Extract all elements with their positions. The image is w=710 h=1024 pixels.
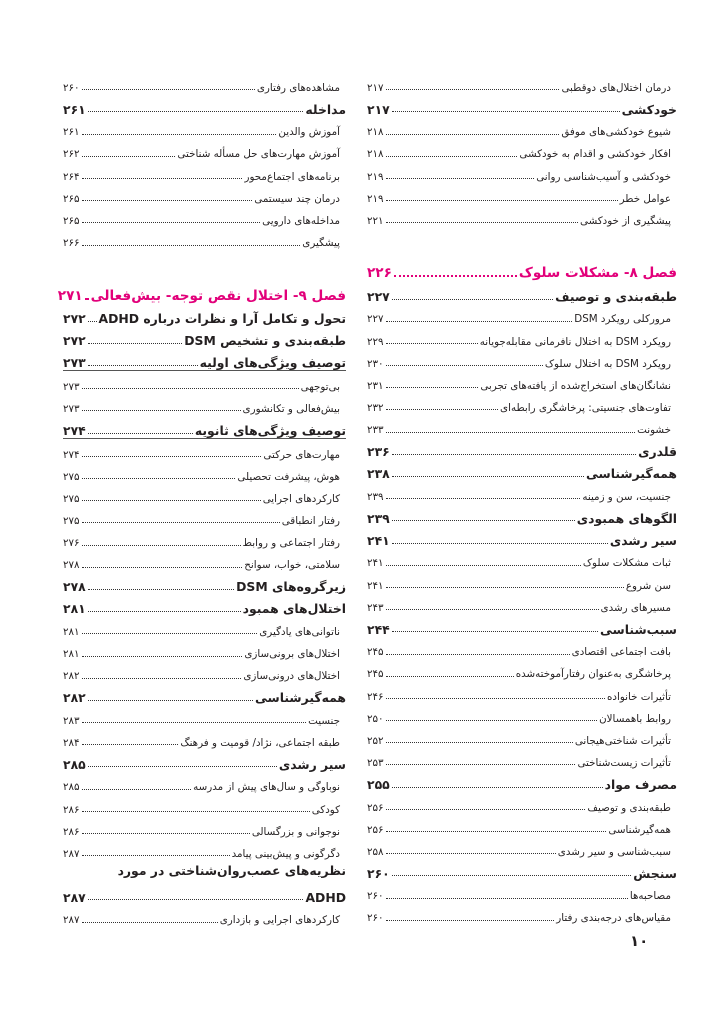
toc-page-number: ۲۲۷ [367,313,384,326]
subsection-entry[interactable] [367,304,677,326]
toc-entry-title: سبب‌شناسی و سیر رشدی [557,845,671,858]
toc-entry-title: بافت اجتماعی اقتصادی [571,646,671,659]
subsection-entry[interactable] [367,183,677,205]
subsection-entry[interactable] [63,838,346,860]
dot-leader [386,920,555,921]
subsection-entry[interactable] [367,636,677,658]
toc-entry-title: قلدری [638,444,677,460]
toc-page-number: ۲۷۳ [63,380,80,393]
section-entry[interactable] [367,437,677,459]
toc-entry-title: دگرگونی و پیش‌بینی پیامد [231,847,340,860]
dot-leader [386,676,514,677]
toc-entry-title: روابط باهمسالان [599,712,671,725]
toc-page-number: ۲۷۵ [63,470,80,483]
toc-entry-title: کارکردهای اجرایی و بازداری [219,914,340,927]
section-entry[interactable] [63,882,346,904]
toc-entry-title: رویکرد DSM به اختلال سلوک [544,357,671,370]
toc-entry-title-line: نظریه‌های عصب‌روان‌شناختی در مورد [117,863,346,879]
toc-page-number: ۲۸۴ [63,736,80,749]
dot-leader [392,454,636,455]
dot-leader [392,787,603,788]
toc-page-number: ۲۱۷ [367,101,390,117]
dot-leader [82,678,242,679]
toc-page-number: ۲۸۲ [63,670,80,683]
dot-leader [82,410,241,411]
toc-page-number: ۲۳۰ [367,357,384,370]
toc-page-number: ۲۷۴ [63,422,86,438]
subsection-entry[interactable] [367,725,677,747]
toc-entry-title: سن شروع [625,579,671,592]
toc-entry-title: توصیف ویژگی‌های اولیه [199,355,346,371]
dot-leader [88,433,193,434]
section-entry[interactable] [63,304,346,326]
toc-entry-title: فصل ۹- اختلال نقص توجه- بیش‌فعالی [90,287,346,304]
dot-leader [386,178,535,179]
toc-page-number: ۲۵۸ [367,845,384,858]
dot-leader [82,545,241,546]
subsection-entry[interactable] [63,816,346,838]
dot-leader [82,156,176,157]
toc-page-number: ۲۵۰ [367,712,384,725]
toc-page-number: ۲۴۶ [367,690,384,703]
toc-page-number: ۲۶۰ [367,912,384,925]
toc-entry-title: اختلال‌های درونی‌سازی [243,670,340,683]
dot-leader [82,456,262,457]
dot-leader [386,831,607,832]
dot-leader [386,609,599,610]
toc-page-number: ۲۱۹ [367,170,384,183]
toc-entry-title: درمان اختلال‌های دوقطبی [561,81,671,94]
dot-leader [386,409,498,410]
toc-entry-title: طبقه اجتماعی، نژاد/ قومیت و فرهنگ [180,736,340,749]
dot-leader [392,875,632,876]
toc-entry-title: مداخله‌های دارویی [262,215,340,227]
subsection-entry[interactable] [63,505,346,527]
subsection-entry[interactable] [63,161,346,183]
dot-leader [88,321,97,322]
dot-leader [88,899,304,900]
subsection-entry[interactable] [63,116,346,138]
toc-entry-title: همه‌گیرشناسی [255,690,346,706]
toc-entry-title: رویکرد DSM به اختلال نافرمانی مقابله‌جویانه [479,335,671,348]
section-entry[interactable] [63,326,346,348]
toc-page-number: ۲۸۱ [63,601,86,617]
toc-page-number: ۲۶۰ [63,81,80,94]
toc-entry-title: اختلال‌های همبود [242,601,346,617]
toc-entry-title: افکار خودکشی و اقدام به خودکشی [519,148,671,161]
dot-leader [386,720,598,721]
toc-page-number: ۲۷۸ [63,579,86,595]
subsection-entry[interactable] [63,205,346,227]
section-entry[interactable] [63,94,346,116]
dot-leader [392,299,553,300]
toc-entry-title: سیر رشدی [609,532,677,548]
subsection-entry[interactable] [63,638,346,660]
toc-entry-title: برنامه‌های اجتماع‌محور [244,170,340,183]
toc-page-number: ۲۳۹ [367,510,390,526]
dot-leader [88,111,304,112]
subsection-entry[interactable] [367,792,677,814]
toc-page-number: ۲۶۵ [63,192,80,205]
subsection-entry[interactable] [367,370,677,392]
subsection-entry[interactable] [63,771,346,793]
dot-leader [386,698,605,699]
dot-leader [82,178,243,179]
toc-page-number: ۲۵۶ [367,801,384,814]
subsection-entry[interactable] [367,392,677,414]
toc-entry-title: خودکشی [621,101,677,117]
dot-leader [386,89,560,90]
toc-page-number: ۲۲۱ [367,215,384,227]
toc-entry-title: سلامتی، خواب، سوانح [244,559,340,572]
section-entry[interactable] [367,459,677,481]
subsection-entry[interactable] [367,814,677,836]
dot-leader [386,853,556,854]
dot-leader [82,656,243,657]
toc-entry-title: رفتار اجتماعی و روابط [242,537,340,550]
dot-leader [82,722,307,723]
subsection-entry[interactable] [63,72,346,94]
toc-entry-title: مشاهده‌های رفتاری [256,81,340,94]
subsection-entry[interactable] [367,348,677,370]
dot-leader [82,567,243,568]
page-number: ۱۰ [630,932,649,950]
subsection-entry[interactable] [367,548,677,570]
dot-leader [82,245,301,246]
toc-entry-title: توصیف ویژگی‌های ثانویه [194,422,346,438]
dot-leader [386,365,543,366]
dot-leader [386,156,518,157]
subsection-entry[interactable] [367,161,677,183]
toc-entry-title: سیر رشدی [278,756,346,772]
toc-entry-title: مرورکلی رویکرد DSM [574,313,671,326]
toc-page-number: ۲۲۷ [367,288,390,304]
toc-page-number: ۲۸۶ [63,825,80,838]
dot-leader [85,298,89,300]
toc-page-number: ۲۶۱ [63,126,80,139]
toc-entry-title: سنجش [633,865,677,881]
dot-leader [386,498,581,499]
toc-entry-title: کودکی [311,803,340,816]
section-entry[interactable] [63,415,346,438]
dot-leader [82,388,299,389]
toc-page-number: ۲۸۱ [63,648,80,661]
dot-leader [386,565,581,566]
toc-page-number: ۲۱۷ [367,81,384,94]
subsection-entry[interactable] [367,659,677,681]
toc-page-number: ۲۴۱ [367,532,390,548]
section-entry[interactable] [367,858,677,880]
toc-entry-title: ناتوانی‌های یادگیری [259,626,340,638]
toc-entry-title: درمان چند سیستمی [254,192,340,205]
subsection-entry[interactable] [367,139,677,161]
chapter-heading[interactable] [367,247,677,281]
dot-leader [386,432,636,433]
toc-page-number: ۲۳۸ [367,466,390,482]
toc-page-number: ۲۵۲ [367,734,384,747]
toc-page-number: ۲۶۱ [63,101,86,117]
toc-page-number: ۲۵۳ [367,757,384,770]
toc-page-number: ۲۷۴ [63,448,80,461]
toc-page-number: ۲۸۷ [63,889,86,905]
toc-entry-title: طبقه‌بندی و توصیف [587,801,671,814]
dot-leader [386,321,573,322]
dot-leader [88,343,183,344]
toc-entry-title: تحول و تکامل آرا و نظرات درباره ADHD [98,311,346,327]
toc-entry-title: مسیرهای رشدی [600,601,671,614]
toc-page-number: ۲۲۶ [367,265,392,282]
subsection-entry[interactable] [63,393,346,415]
toc-page-number: ۲۶۶ [63,237,80,250]
toc-entry-title: جنسیت، سن و زمینه [582,490,671,503]
toc-page-number: ۲۶۴ [63,170,80,183]
dot-leader [392,476,584,477]
toc-page-number: ۲۱۹ [367,192,384,205]
toc-entry-title: ثبات مشکلات سلوک [582,557,671,570]
subsection-entry[interactable] [63,439,346,461]
toc-page-number: ۲۴۱ [367,579,384,592]
toc-page-number: ۲۴۱ [367,557,384,570]
toc-entry-title: ADHD [305,889,346,905]
toc-page-number: ۲۸۷ [63,914,80,927]
section-entry[interactable] [63,572,346,594]
toc-entry-title: مصاحبه‌ها [629,890,671,903]
toc-entry-title: تأثیرات زیست‌شناختی [577,757,671,770]
dot-leader [88,766,277,767]
subsection-entry[interactable] [63,139,346,161]
dot-leader [386,587,624,588]
subsection-entry[interactable] [63,661,346,683]
toc-entry-title: نوجوانی و بزرگسالی [251,825,340,838]
dot-leader [386,809,586,810]
subsection-entry[interactable] [63,183,346,205]
toc-entry-title: آموزش والدین [278,126,340,139]
toc-page-number: ۲۳۳ [367,424,384,437]
toc-page-number: ۲۴۳ [367,601,384,614]
toc-entry-title: آموزش مهارت‌های حل مسأله شناختی [177,148,340,161]
toc-entry-title: مصرف مواد [604,776,677,792]
toc-entry-title: همه‌گیرشناسی [586,466,677,482]
toc-page-number: ۲۷۵ [63,492,80,505]
toc-page-number: ۲۸۷ [63,847,80,860]
dot-leader [386,654,570,655]
toc-entry-title: خودکشی و آسیب‌شناسی روانی [536,170,671,183]
dot-leader [82,89,255,90]
dot-leader [386,222,578,223]
toc-entry-title: بی‌توجهی [300,380,340,393]
toc-page-number: ۲۷۵ [63,515,80,528]
dot-leader [82,222,261,223]
toc-entry-title: عوامل خطر [619,192,671,205]
toc-page-number: ۲۶۰ [367,865,390,881]
toc-page-number: ۲۵۶ [367,823,384,836]
subsection-entry[interactable] [63,227,346,249]
subsection-entry[interactable] [367,903,677,925]
toc-page-number: ۲۷۳ [63,355,86,371]
toc-entry-title: نوباوگی و سال‌های پیش از مدرسه [193,781,340,794]
dot-leader [392,520,575,521]
toc-page-number: ۲۳۶ [367,444,390,460]
subsection-entry[interactable] [63,527,346,549]
toc-entry-title: طبقه‌بندی و توصیف [555,288,677,304]
toc-entry-title: همه‌گیرشناسی [608,823,671,836]
section-entry[interactable] [63,683,346,705]
dot-leader [82,811,310,812]
subsection-entry[interactable] [367,205,677,227]
section-entry[interactable] [367,503,677,525]
subsection-entry[interactable] [63,794,346,816]
subsection-entry[interactable] [63,461,346,483]
subsection-entry[interactable] [367,414,677,436]
section-entry[interactable] [63,594,346,616]
toc-page-number: ۲۳۱ [367,379,384,392]
toc-page-number: ۲۸۱ [63,626,80,638]
toc-page-number: ۲۸۵ [63,756,86,772]
subsection-entry[interactable] [367,703,677,725]
dot-leader [82,789,192,790]
subsection-entry[interactable] [367,326,677,348]
toc-entry-title: طبقه‌بندی و تشخیص DSM [184,333,346,349]
dot-leader [386,387,479,388]
toc-entry-title: فصل ۸- مشکلات سلوک [518,265,677,282]
toc-page-number: ۲۶۲ [63,148,80,161]
subsection-entry[interactable] [367,116,677,138]
dot-leader [82,633,258,634]
dot-leader [82,478,236,479]
dot-leader [88,365,198,366]
subsection-entry[interactable] [367,592,677,614]
toc-entry-title: هوش، پیشرفت تحصیلی [237,470,340,483]
toc-entry-title: تأثیرات شناختی‌هیجانی [574,734,671,747]
dot-leader [392,111,620,112]
toc-entry-title: نشانگان‌های استخراج‌شده از یافته‌های تجربی [480,379,671,392]
dot-leader [392,631,598,632]
section-entry[interactable] [367,525,677,547]
section-gap [367,227,677,247]
dot-leader [392,543,608,544]
dot-leader [386,200,618,201]
toc-page-number: ۲۷۲ [63,333,86,349]
toc-column-right [367,72,677,925]
section-entry[interactable] [367,614,677,636]
toc-entry-title: مداخله [305,101,346,117]
dot-leader [82,522,280,523]
chapter-heading[interactable] [57,270,346,304]
toc-entry-title: بیش‌فعالی و تکانشوری [242,403,340,416]
toc-page-number: ۲۲۹ [367,335,384,348]
subsection-entry[interactable] [63,371,346,393]
subsection-entry[interactable] [367,481,677,503]
toc-entry-title: پرخاشگری به‌عنوان رفتارآموخته‌شده [515,668,671,681]
toc-entry-title: اختلال‌های برونی‌سازی [244,648,340,661]
toc-page-number: ۲۱۸ [367,148,384,161]
section-gap [63,250,346,270]
toc-entry-title: جنسیت [308,714,340,727]
toc-column-left [57,72,346,927]
dot-leader [82,134,277,135]
toc-page-number: ۲۴۵ [367,668,384,681]
subsection-entry[interactable] [63,550,346,572]
toc-page-number: ۲۸۳ [63,714,80,727]
subsection-entry[interactable] [367,836,677,858]
toc-page-number: ۲۴۴ [367,621,390,637]
dot-leader [82,855,230,856]
dot-leader [394,275,517,277]
toc-entry-title: تأثیرات خانواده [606,690,671,703]
subsection-entry[interactable] [367,880,677,902]
section-entry[interactable] [367,281,677,303]
toc-page-number: ۲۶۵ [63,215,80,227]
toc-page-number: ۲۷۸ [63,559,80,572]
toc-page-number: ۲۸۲ [63,690,86,706]
dot-leader [88,589,234,590]
toc-page-number: ۲۳۹ [367,490,384,503]
dot-leader [82,833,250,834]
dot-leader [386,764,576,765]
toc-page-number: ۲۵۵ [367,776,390,792]
toc-entry-title: مقیاس‌های درجه‌بندی رفتار [556,912,671,925]
dot-leader [82,744,179,745]
section-entry[interactable] [367,94,677,116]
toc-entry-title: سبب‌شناسی [600,621,677,637]
toc-page-number: ۲۳۲ [367,402,384,415]
section-entry[interactable] [367,769,677,791]
subsection-entry[interactable] [367,681,677,703]
toc-page-number: ۲۱۸ [367,126,384,139]
dot-leader [386,898,628,899]
subsection-entry[interactable] [63,904,346,926]
toc-entry-title: الگوهای همبودی [576,510,677,526]
dot-leader [82,500,261,501]
subsection-entry[interactable] [63,483,346,505]
section-entry[interactable] [63,348,346,371]
toc-entry-title: کارکردهای اجرایی [262,492,340,505]
subsection-entry[interactable] [367,72,677,94]
toc-entry-title: پیشگیری [302,237,340,250]
subsection-entry[interactable] [63,705,346,727]
toc-page-number: ۲۷۱ [57,287,83,304]
dot-leader [386,343,478,344]
toc-entry-title: پیشگیری از خودکشی [579,215,671,227]
toc-page-number: ۲۷۳ [63,403,80,416]
subsection-entry[interactable] [367,747,677,769]
subsection-entry[interactable] [367,570,677,592]
dot-leader [88,611,241,612]
toc-page-number: ۲۸۶ [63,803,80,816]
toc-entry-title: مهارت‌های حرکتی [263,448,340,461]
toc-page-number: ۲۷۲ [63,311,86,327]
section-entry[interactable] [63,749,346,771]
toc-entry-title: تفاوت‌های جنسیتی: پرخاشگری رابطه‌ای [500,402,671,415]
dot-leader [82,200,253,201]
toc-page-number: ۲۸۵ [63,781,80,794]
toc-entry-title: زیرگروه‌های DSM [236,579,346,595]
toc-page-number: ۲۴۵ [367,646,384,659]
toc-entry-title: شیوع خودکشی‌های موفق [561,126,671,139]
dot-leader [386,134,560,135]
toc-page-number: ۲۶۰ [367,890,384,903]
dot-leader [88,700,253,701]
toc-page-number: ۲۷۶ [63,537,80,550]
toc-entry-title: خشونت [637,424,671,437]
dot-leader [386,742,573,743]
subsection-entry[interactable] [63,616,346,638]
dot-leader [82,922,218,923]
toc-entry-title: رفتار انطباقی [281,515,340,528]
subsection-entry[interactable] [63,727,346,749]
